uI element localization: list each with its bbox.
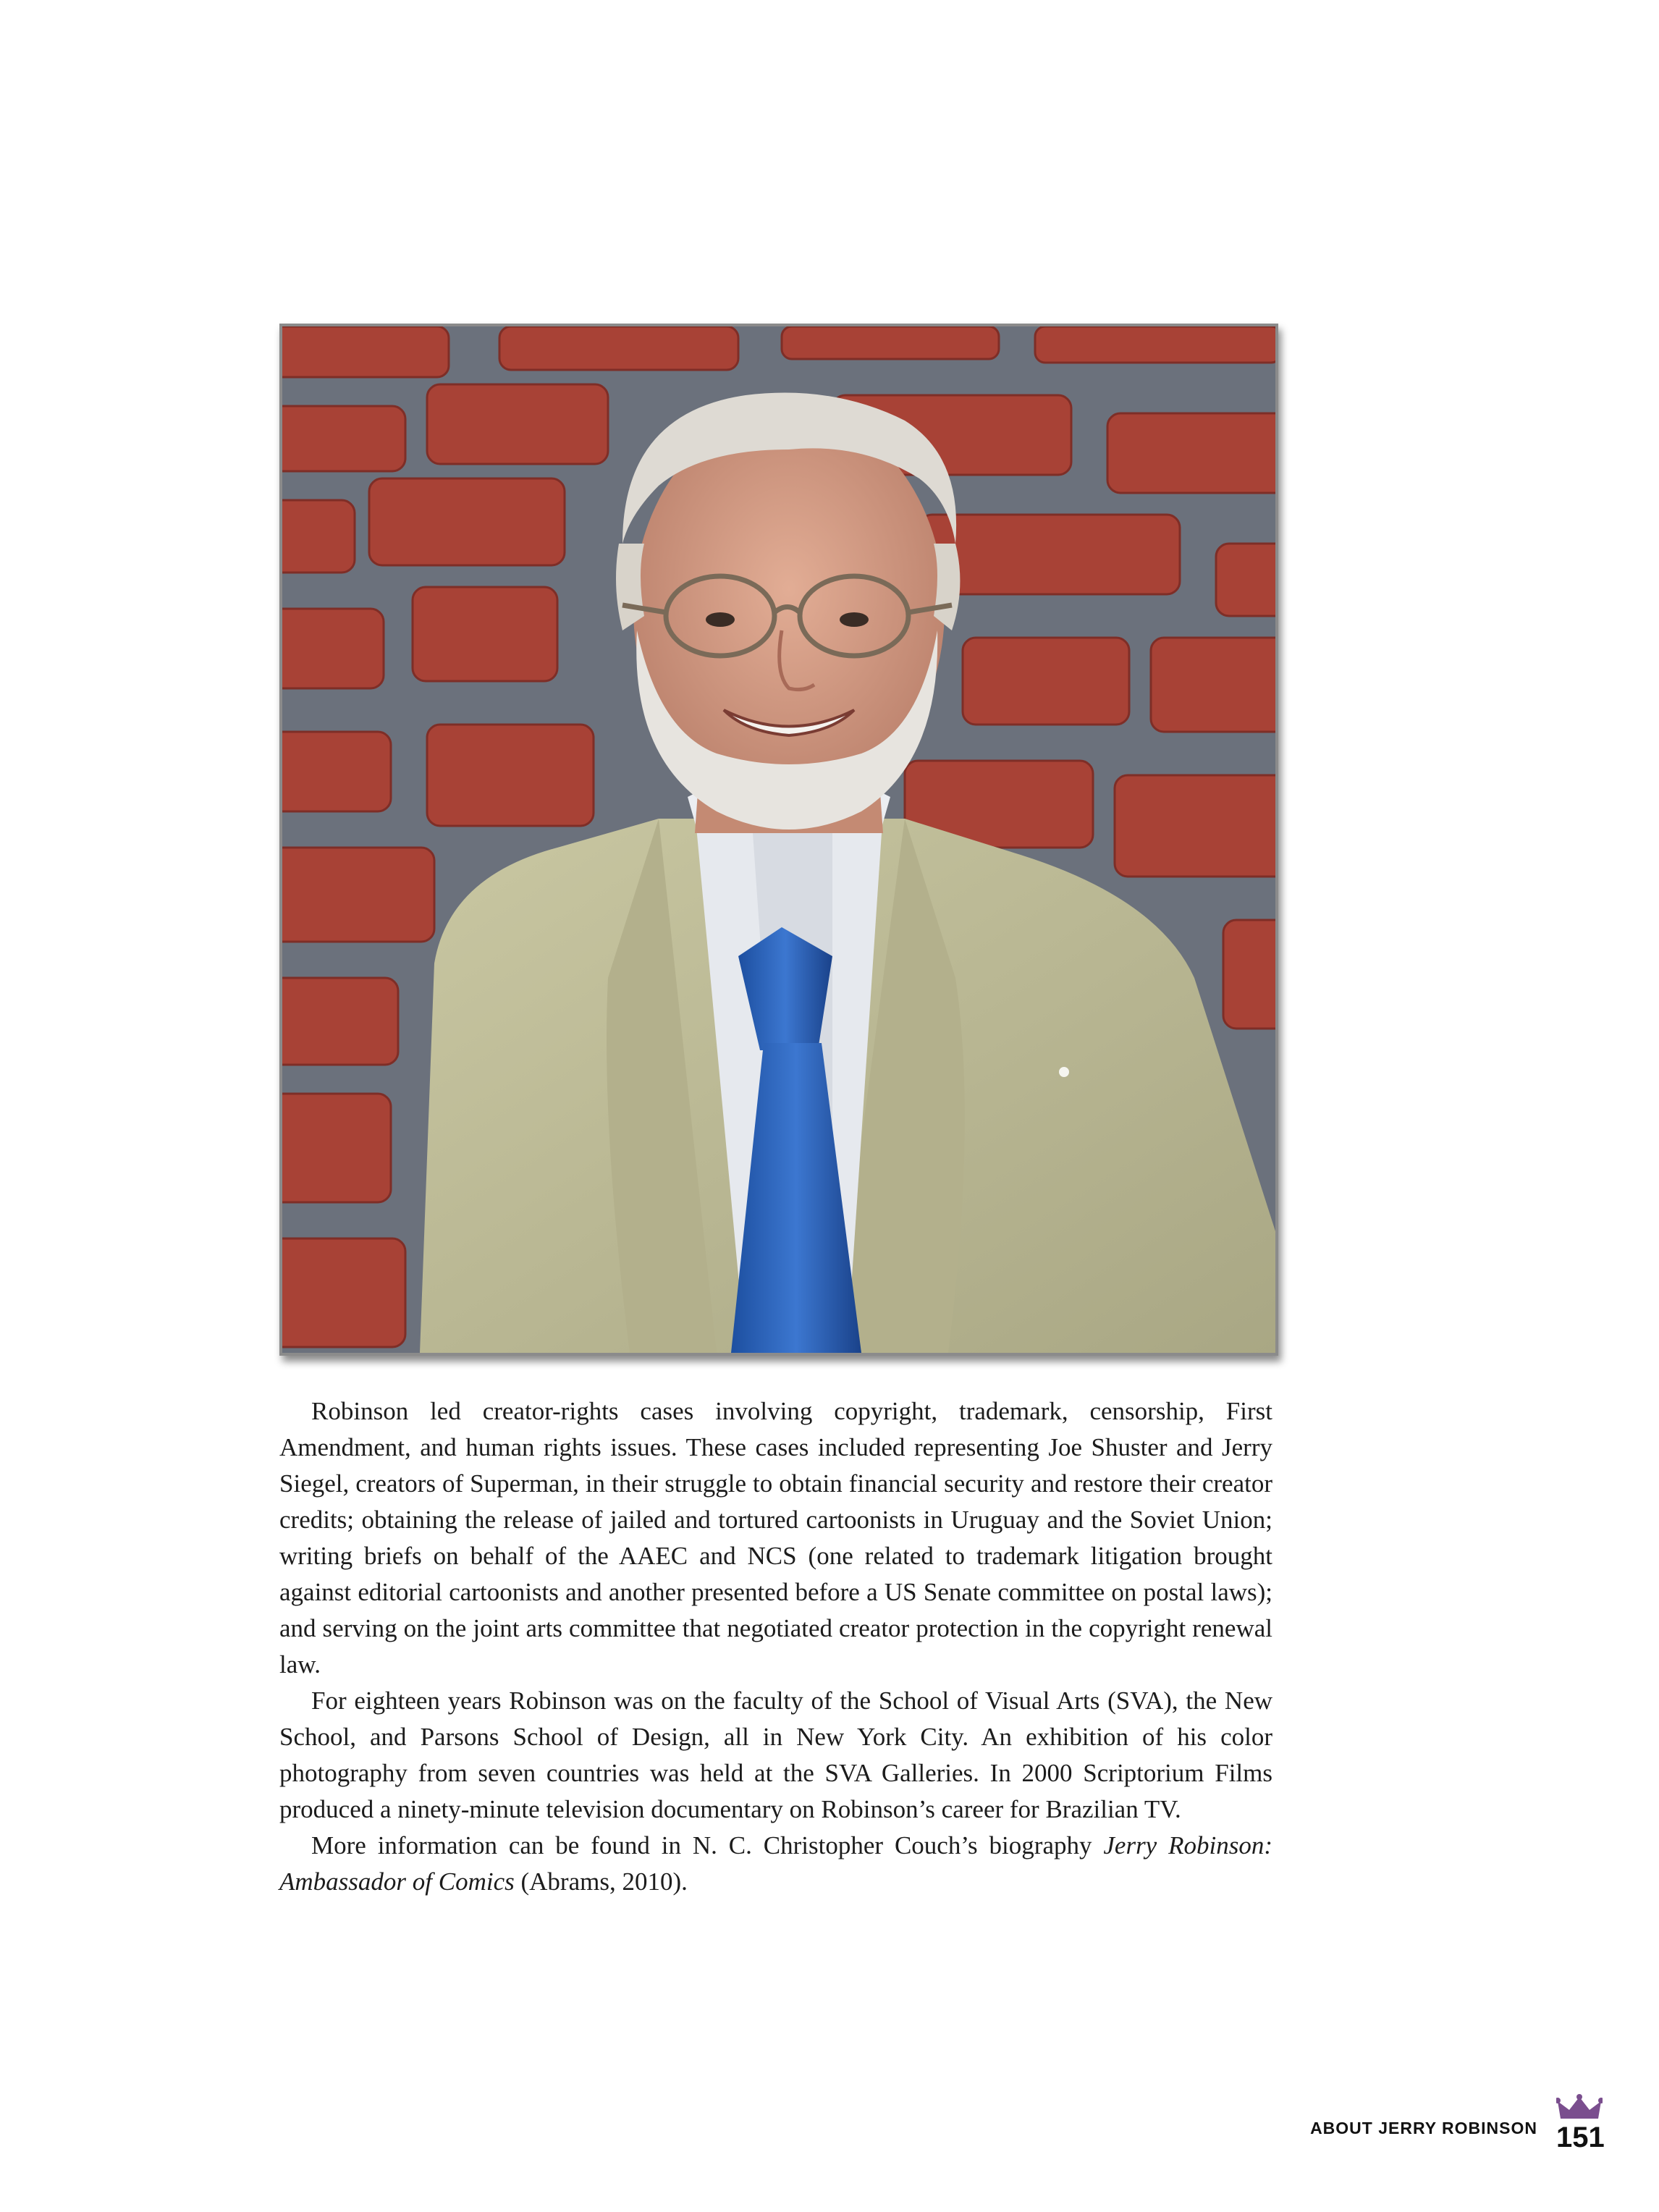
portrait-photo xyxy=(279,324,1278,1356)
paragraph-more-information-end: (Abrams, 2010). xyxy=(514,1867,688,1896)
page-footer xyxy=(1310,2103,1603,2153)
page-number: 151 xyxy=(1556,2122,1605,2153)
article-body xyxy=(279,1393,1272,1900)
paragraph-faculty: For eighteen years Robinson was on the faculty of the School of Visual Arts (SVA), the New School, and Parsons School of Design, all in New York City. An exhibition of his color photography from seven countries was held at the SVA Galleries. In 2000 Scriptorium Films produced a ninety-minute television documentary on Robinson’s career for Brazilian TV. xyxy=(279,1687,1272,1823)
paragraph-creator-rights: Robinson led creator-rights cases involving copyright, trademark, censorship, First Amendment, and human rights issues. These cases included representing Joe Shuster and Jerry Siegel, creators of Superman, in their struggle to obtain financial security and restore their creator credits; obtaining the release of jailed and tortured cartoonists in Uruguay and the Soviet Union; writing briefs on behalf of the AAEC and NCS (one related to trademark litigation brought against editorial cartoonists and another presented before a US Senate committee on postal laws); and serving on the joint arts committee that negotiated creator protection in the copyright renewal law. xyxy=(279,1397,1272,1679)
paragraph-more-information-start: More information can be found in N. C. Christopher Couch’s biography xyxy=(311,1831,1104,1859)
portrait-photo-illustration xyxy=(282,326,1275,1353)
running-head: ABOUT JERRY ROBINSON xyxy=(1310,2118,1537,2137)
folio xyxy=(1556,2103,1603,2153)
book-title: Jerry Robinson: Ambassador of Comics xyxy=(279,1831,1272,1896)
paragraph-more-information xyxy=(279,1828,1272,1900)
crown-icon xyxy=(1556,2094,1603,2120)
